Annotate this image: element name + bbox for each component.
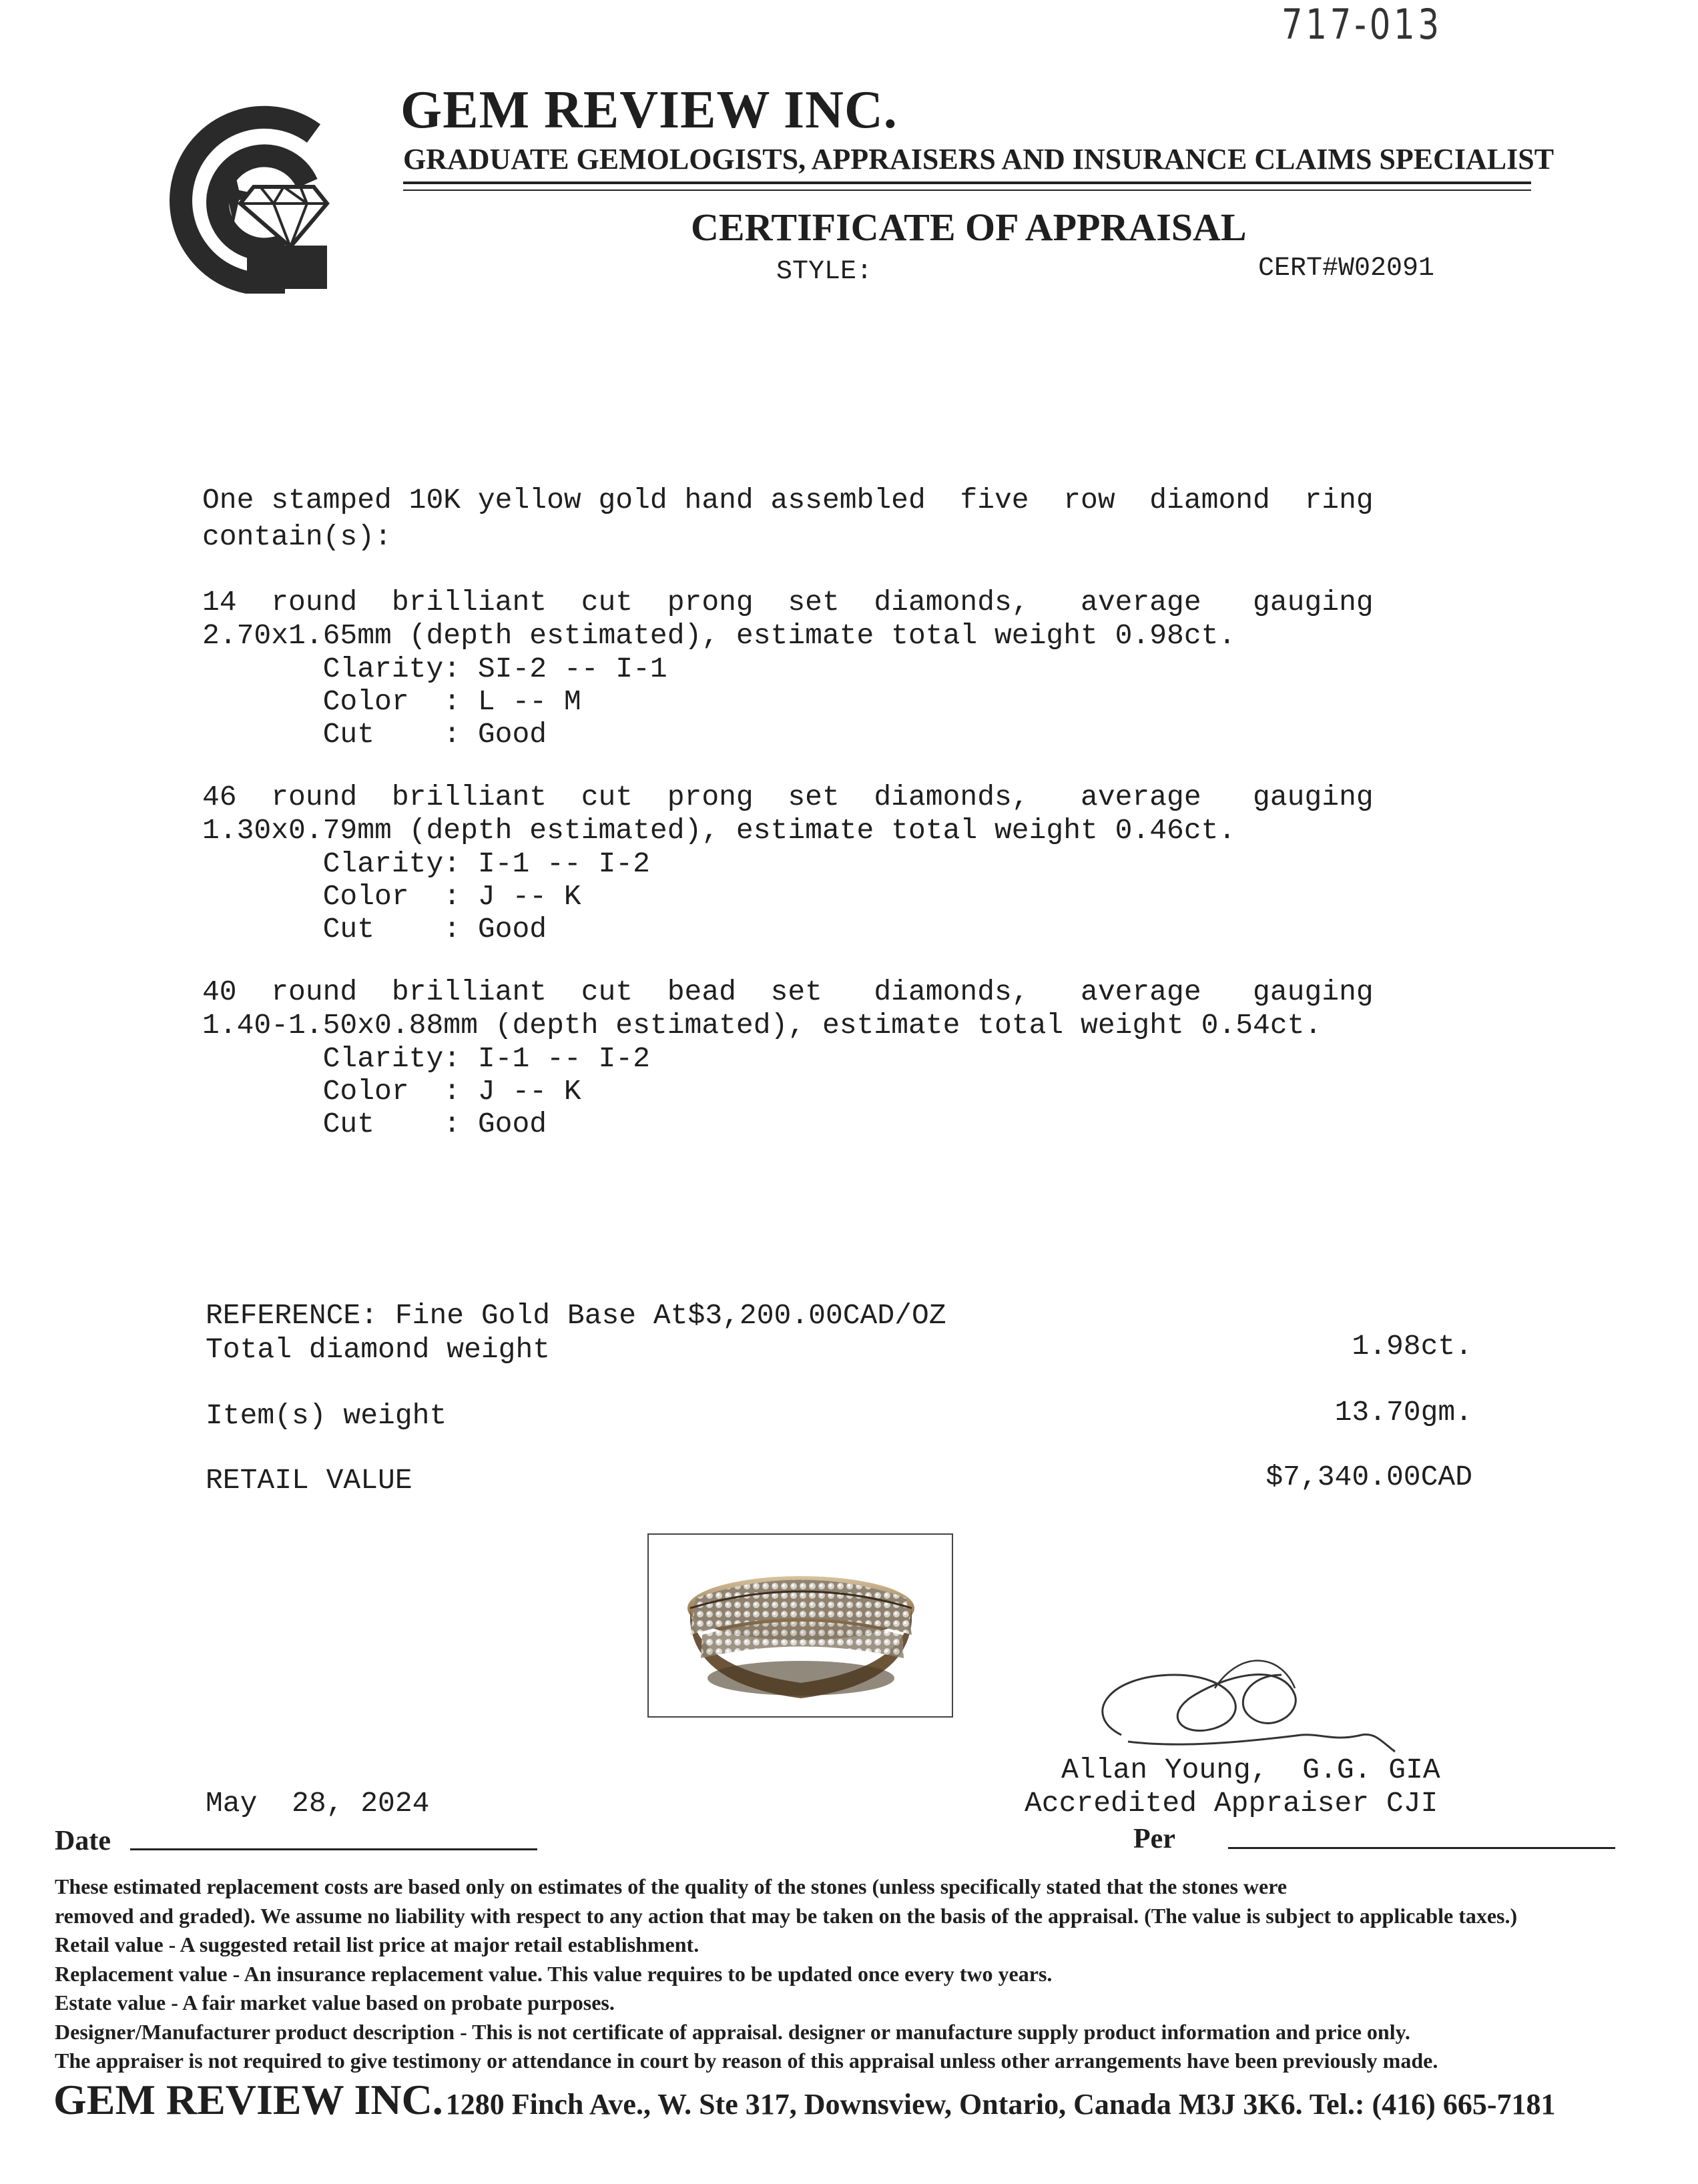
group-3-clarity: Clarity: I-1 -- I-2 (202, 1042, 650, 1075)
gold-reference: REFERENCE: Fine Gold Base At$3,200.00CAD/OZ (206, 1299, 946, 1332)
company-tagline: GRADUATE GEMOLOGISTS, APPRAISERS AND INSURANCE CLAIMS SPECIALIST (403, 143, 1554, 175)
group-3-color: Color : J -- K (202, 1075, 581, 1108)
per-line (1228, 1847, 1615, 1849)
group-1-cut: Cut : Good (202, 718, 547, 751)
footer-company: GEM REVIEW INC. (53, 2076, 443, 2123)
header-rule-thin (403, 190, 1531, 191)
handwritten-reference-note: 717-013 (1282, 0, 1442, 49)
group-2-clarity: Clarity: I-1 -- I-2 (202, 847, 650, 880)
group-3-line-1: 40 round brilliant cut bead set diamonds, average gauging (202, 976, 1374, 1008)
disclaimer-line: Replacement value - An insurance replacement value. This value requires to be updated once every two years. (55, 1961, 1053, 1986)
item-weight-value: 13.70gm. (1334, 1396, 1472, 1429)
retail-value-amount: $7,340.00CAD (1265, 1461, 1472, 1493)
item-weight-label: Item(s) weight (206, 1399, 447, 1432)
per-label: Per (1133, 1824, 1175, 1854)
disclaimer-line: Designer/Manufacturer product description - This is not certificate of appraisal. designer or manufacture supply product information and price only. (55, 2019, 1410, 2044)
gem-logo-icon (147, 93, 340, 294)
group-2-cut: Cut : Good (202, 913, 547, 946)
style-label: STYLE: (776, 257, 873, 287)
company-name: GEM REVIEW INC. (400, 81, 898, 139)
group-1-clarity: Clarity: SI-2 -- I-1 (202, 653, 667, 685)
appraiser-name: Allan Young, G.G. GIA (1061, 1754, 1440, 1786)
disclaimer-line: The appraiser is not required to give testimony or attendance in court by reason of this appraisal unless other arrangements have been previously made. (55, 2049, 1438, 2073)
group-2-line-1: 46 round brilliant cut prong set diamonds, average gauging (202, 781, 1374, 813)
appraisal-date: May 28, 2024 (206, 1787, 430, 1820)
footer (53, 2075, 1555, 2125)
total-diamond-weight-value: 1.98ct. (1352, 1330, 1472, 1363)
disclaimer-line: Estate value - A fair market value based on probate purposes. (55, 1990, 615, 2015)
disclaimer-block (55, 1872, 1517, 2076)
footer-address: 1280 Finch Ave., W. Ste 317, Downsview, Ontario, Canada M3J 3K6. Tel.: (416) 665-7181 (445, 2088, 1556, 2121)
intro-line-1: One stamped 10K yellow gold hand assembled five row diamond ring (202, 484, 1374, 516)
signature-icon (1081, 1635, 1415, 1762)
group-2-color: Color : J -- K (202, 880, 581, 913)
date-label: Date (55, 1826, 111, 1856)
group-3-line-2: 1.40-1.50x0.88mm (depth estimated), estimate total weight 0.54ct. (202, 1009, 1322, 1042)
ring-photo (647, 1533, 953, 1718)
date-line (130, 1848, 537, 1850)
ring-icon (649, 1535, 952, 1716)
group-1-color: Color : L -- M (202, 685, 581, 718)
total-diamond-weight-label: Total diamond weight (206, 1333, 551, 1366)
certificate-title: CERTIFICATE OF APPRAISAL (691, 206, 1247, 249)
group-3-cut: Cut : Good (202, 1108, 547, 1140)
disclaimer-line: These estimated replacement costs are based only on estimates of the quality of the stones (unless specifically stated that the stones were (55, 1874, 1288, 1898)
certificate-number: CERT#W02091 (1258, 254, 1435, 284)
intro-line-2: contain(s): (202, 520, 392, 553)
group-1-line-1: 14 round brilliant cut prong set diamonds, average gauging (202, 586, 1374, 619)
retail-value-label: RETAIL VALUE (206, 1464, 412, 1497)
appraiser-title: Accredited Appraiser CJI (1025, 1787, 1438, 1820)
disclaimer-line: removed and graded). We assume no liability with respect to any action that may be taken on the basis of the appraisal. (The value is subject to applicable taxes.) (55, 1903, 1518, 1928)
group-2-line-2: 1.30x0.79mm (depth estimated), estimate total weight 0.46ct. (202, 814, 1236, 847)
disclaimer-line: Retail value - A suggested retail list price at major retail establishment. (55, 1932, 699, 1956)
header-rule (403, 181, 1531, 184)
group-1-line-2: 2.70x1.65mm (depth estimated), estimate total weight 0.98ct. (202, 619, 1236, 652)
